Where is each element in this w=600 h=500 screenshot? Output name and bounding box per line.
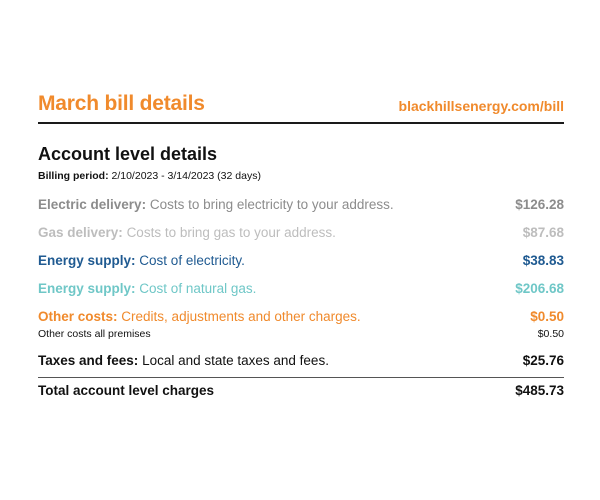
bill-details-panel	[38, 92, 564, 398]
taxes-fees-label: Taxes and fees:	[38, 353, 139, 368]
energy-supply-gas-amount: $206.68	[515, 281, 564, 296]
billing-period	[38, 170, 564, 182]
other-costs-row	[38, 309, 564, 324]
electric-delivery-text	[38, 197, 394, 212]
other-costs-label: Other costs:	[38, 309, 118, 324]
taxes-fees-row	[38, 353, 564, 368]
electric-delivery-amount: $126.28	[515, 197, 564, 212]
energy-supply-electric-row	[38, 253, 564, 268]
other-costs-amount: $0.50	[530, 309, 564, 324]
other-costs-description: Credits, adjustments and other charges.	[121, 309, 361, 324]
electric-delivery-row	[38, 197, 564, 212]
electric-delivery-label: Electric delivery:	[38, 197, 147, 212]
gas-delivery-amount: $87.68	[522, 225, 564, 240]
electric-delivery-description: Costs to bring electricity to your address.	[149, 197, 394, 212]
bill-website-link[interactable]: blackhillsenergy.com/bill	[398, 98, 564, 114]
energy-supply-electric-label: Energy supply:	[38, 253, 136, 268]
energy-supply-electric-amount: $38.83	[522, 253, 564, 268]
total-row	[38, 383, 564, 398]
energy-supply-electric-description: Cost of electricity.	[139, 253, 245, 268]
page-title: March bill details	[38, 92, 205, 115]
gas-delivery-text	[38, 225, 336, 240]
energy-supply-electric-text	[38, 253, 245, 268]
taxes-fees-text	[38, 353, 329, 368]
other-costs-sub-amount: $0.50	[537, 328, 564, 340]
taxes-fees-amount: $25.76	[522, 353, 564, 368]
billing-period-label: Billing period:	[38, 170, 109, 182]
energy-supply-gas-row	[38, 281, 564, 296]
total-amount: $485.73	[515, 383, 564, 398]
bill-header	[38, 92, 564, 124]
total-divider	[38, 377, 564, 378]
other-costs-text	[38, 309, 361, 324]
other-costs-sub-label: Other costs all premises	[38, 328, 151, 340]
energy-supply-gas-text	[38, 281, 256, 296]
taxes-fees-description: Local and state taxes and fees.	[142, 353, 329, 368]
gas-delivery-row	[38, 225, 564, 240]
total-label: Total account level charges	[38, 383, 215, 398]
gas-delivery-description: Costs to bring gas to your address.	[126, 225, 336, 240]
gas-delivery-label: Gas delivery:	[38, 225, 123, 240]
other-costs-subrow	[38, 328, 564, 340]
energy-supply-gas-description: Cost of natural gas.	[139, 281, 257, 296]
billing-period-value: 2/10/2023 - 3/14/2023 (32 days)	[111, 170, 261, 182]
section-title: Account level details	[38, 144, 218, 164]
energy-supply-gas-label: Energy supply:	[38, 281, 136, 296]
